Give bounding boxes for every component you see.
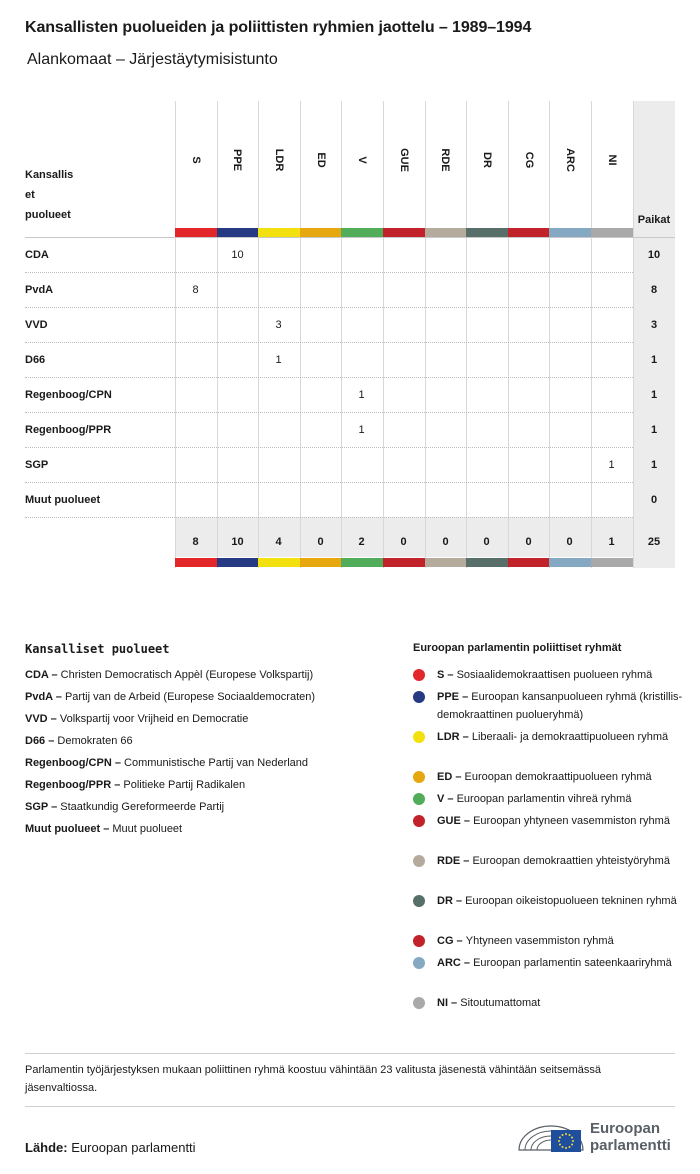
row-label: CDA — [25, 249, 49, 261]
column-color-bar — [175, 558, 217, 567]
row-divider — [25, 272, 633, 273]
table-cell: 1 — [358, 424, 365, 436]
group-legend-title: Euroopan parlamentin poliittiset ryhmät — [413, 642, 622, 654]
row-divider — [25, 342, 633, 343]
row-total: 3 — [650, 319, 658, 331]
row-label: Regenboog/CPN — [25, 389, 112, 401]
column-header-label: LDR — [273, 148, 285, 172]
row-label: SGP — [25, 459, 49, 471]
source: Lähde: Euroopan parlamentti — [25, 1140, 196, 1155]
table-cell: 3 — [275, 319, 282, 331]
column-color-bar — [175, 228, 217, 237]
column-header-v — [352, 120, 372, 200]
legend-dot-icon — [413, 815, 425, 827]
national-legend-item: SGP – Staatkundig Gereformeerde Partij — [25, 801, 225, 813]
column-color-bar — [341, 558, 383, 567]
legend-dot-icon — [413, 691, 425, 703]
row-total: 0 — [650, 494, 658, 506]
column-header-label: PPE — [231, 148, 243, 172]
row-total: 8 — [650, 284, 658, 296]
column-color-bar — [258, 558, 300, 567]
column-total: 8 — [192, 536, 199, 548]
column-total: 0 — [400, 536, 407, 548]
divider — [25, 1106, 675, 1107]
column-total: 0 — [442, 536, 449, 548]
column-header-label: RDE — [439, 148, 451, 172]
row-divider — [25, 307, 633, 308]
column-header-label: CG — [523, 151, 535, 169]
column-total: 0 — [525, 536, 532, 548]
legend-dot-icon — [413, 731, 425, 743]
row-label: Muut puolueet — [25, 494, 101, 506]
row-total: 1 — [650, 354, 658, 366]
column-header-ed — [311, 120, 331, 200]
table-cell: 1 — [608, 459, 615, 471]
column-color-bar — [341, 228, 383, 237]
national-legend-title: Kansalliset puolueet — [25, 642, 170, 656]
column-header-rde — [435, 120, 455, 200]
row-label: Regenboog/PPR — [25, 424, 112, 436]
column-color-bar — [258, 228, 300, 237]
column-divider — [508, 101, 509, 568]
row-divider — [25, 447, 633, 448]
table-cell: 10 — [231, 249, 244, 261]
column-divider — [591, 101, 592, 568]
column-header-label: S — [190, 156, 202, 164]
legend-dot-icon — [413, 957, 425, 969]
footnote: Parlamentin työjärjestyksen mukaan poliittinen ryhmä koostuu vähintään 23 valitusta jäsenestä vähintään seitsemässä jäsenvaltiossa. — [25, 1064, 601, 1094]
column-divider — [175, 101, 176, 568]
table-cell: 1 — [358, 389, 365, 401]
page-subtitle: Alankomaat – Järjestäytymisistunto — [27, 51, 278, 68]
column-color-bar — [383, 558, 425, 567]
column-divider — [300, 101, 301, 568]
row-total: 10 — [647, 249, 661, 261]
row-label: PvdA — [25, 284, 54, 296]
column-color-bar — [549, 228, 591, 237]
column-header-label: NI — [606, 154, 618, 166]
column-color-bar — [383, 228, 425, 237]
column-total: 10 — [231, 536, 244, 548]
legend-dot-icon — [413, 997, 425, 1009]
legend-dot-icon — [413, 669, 425, 681]
column-total: 1 — [608, 536, 615, 548]
national-legend-item: PvdA – Partij van de Arbeid (Europese Sociaaldemocraten) — [25, 691, 316, 703]
paikat-header: Paikat — [637, 214, 671, 226]
row-label: VVD — [25, 319, 48, 331]
legend-dot-icon — [413, 855, 425, 867]
national-legend-item: CDA – Christen Democratisch Appèl (Europese Volkspartij) — [25, 669, 314, 681]
column-color-bar — [508, 558, 550, 567]
column-divider — [425, 101, 426, 568]
column-color-bar — [508, 228, 550, 237]
legend-dot-icon — [413, 793, 425, 805]
column-header-gue — [394, 120, 414, 200]
row-total: 1 — [650, 424, 658, 436]
column-total: 2 — [358, 536, 365, 548]
column-divider — [217, 101, 218, 568]
row-divider — [25, 377, 633, 378]
row-divider — [25, 412, 633, 413]
column-divider — [258, 101, 259, 568]
legend-dot-icon — [413, 935, 425, 947]
page-title: Kansallisten puolueiden ja poliittisten ryhmien jaottelu – 1989–1994 — [25, 19, 532, 36]
column-header-label: ARC — [564, 148, 576, 172]
row-total: 1 — [650, 459, 658, 471]
column-divider — [341, 101, 342, 568]
column-divider — [466, 101, 467, 568]
column-color-bar — [300, 558, 342, 567]
column-color-bar — [217, 558, 259, 567]
column-divider — [549, 101, 550, 568]
logo-text: Euroopan parlamentti — [590, 1120, 671, 1154]
column-header-ldr — [269, 120, 289, 200]
column-header-arc — [560, 120, 580, 200]
row-divider — [25, 482, 633, 483]
row-header: Kansallis et puolueet — [25, 169, 74, 221]
header-rule — [25, 237, 675, 238]
national-legend-item: D66 – Demokraten 66 — [25, 735, 133, 747]
column-color-bar — [300, 228, 342, 237]
column-color-bar — [549, 558, 591, 567]
column-header-cg — [519, 120, 539, 200]
column-total: 0 — [317, 536, 324, 548]
table-cell: 1 — [275, 354, 282, 366]
national-legend-item: Regenboog/PPR – Politieke Partij Radikalen — [25, 779, 246, 791]
column-divider — [383, 101, 384, 568]
divider — [25, 1053, 675, 1054]
row-label: D66 — [25, 354, 46, 366]
column-header-label: ED — [315, 152, 327, 168]
row-divider — [25, 517, 633, 518]
column-color-bar — [466, 228, 508, 237]
column-header-ppe — [227, 120, 247, 200]
column-header-label: V — [356, 156, 368, 164]
column-total: 0 — [566, 536, 573, 548]
column-color-bar — [591, 228, 633, 237]
column-color-bar — [425, 228, 467, 237]
column-total: 4 — [275, 536, 282, 548]
column-header-s — [186, 120, 206, 200]
national-legend-item: Muut puolueet – Muut puolueet — [25, 823, 183, 835]
grand-total: 25 — [647, 536, 661, 548]
legend-dot-icon — [413, 895, 425, 907]
national-legend-item: VVD – Volkspartij voor Vrijheid en Democratie — [25, 713, 249, 725]
column-header-label: DR — [481, 152, 493, 168]
table-cell: 8 — [192, 284, 199, 296]
column-color-bar — [217, 228, 259, 237]
column-color-bar — [466, 558, 508, 567]
column-color-bar — [591, 558, 633, 567]
national-legend-item: Regenboog/CPN – Communistische Partij van Nederland — [25, 757, 309, 769]
column-header-ni — [602, 120, 622, 200]
column-header-dr — [477, 120, 497, 200]
column-header-label: GUE — [398, 148, 410, 172]
row-total: 1 — [650, 389, 658, 401]
legend-dot-icon — [413, 771, 425, 783]
column-total: 0 — [483, 536, 490, 548]
column-color-bar — [425, 558, 467, 567]
